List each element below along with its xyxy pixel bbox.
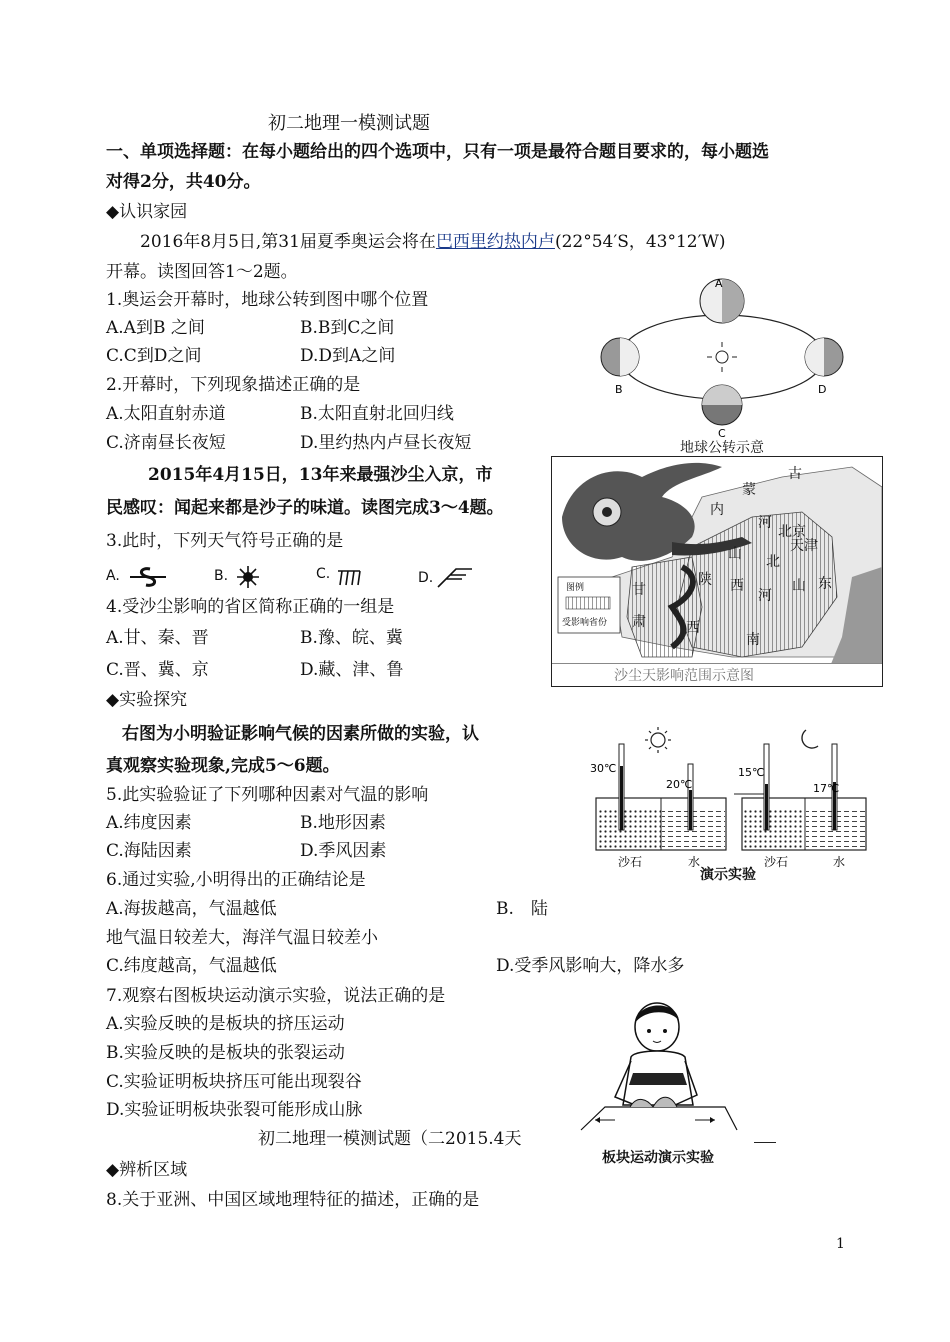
map-char-shaan: 陕 xyxy=(698,572,712,588)
q1-option-c[interactable]: C.C到D之间 xyxy=(106,346,202,366)
dust-map xyxy=(551,456,883,687)
label-water-left: 水 xyxy=(688,855,701,869)
q5-option-d[interactable]: D.季风因素 xyxy=(300,841,387,861)
q3-option-a[interactable]: A. xyxy=(106,568,120,584)
map-char-shan-dong: 山 xyxy=(792,578,806,594)
page-title: 初二地理一模测试题 xyxy=(268,113,430,134)
plate-caption: 板块运动演示实验 xyxy=(602,1150,714,1166)
section-heading-line2: 对得2分，共40分。 xyxy=(106,172,261,192)
part-heading-region: ◆辨析区域 xyxy=(106,1160,188,1180)
orbit-label-a: A xyxy=(715,277,723,290)
part-heading-experiment: ◆实验探究 xyxy=(106,690,188,710)
intro-dust-line2: 民感叹：闻起来都是沙子的味道。读图完成3～4题。 xyxy=(106,498,504,518)
legend-title: 图例 xyxy=(566,583,585,593)
q4-option-a[interactable]: A.甘、秦、晋 xyxy=(106,628,209,648)
sandstorm-symbol-icon xyxy=(128,565,168,589)
label-water-right: 水 xyxy=(833,855,846,869)
orbit-figure xyxy=(595,275,855,455)
dust-map-caption: 沙尘天影响范围示意图 xyxy=(614,668,754,684)
q4-stem: 4.受沙尘影响的省区简称正确的一组是 xyxy=(106,597,395,617)
sunny-symbol-icon xyxy=(234,565,264,589)
temp-water-night: 17℃ xyxy=(813,782,840,795)
rain-symbol-icon xyxy=(334,565,370,589)
q7-option-a[interactable]: A.实验反映的是板块的挤压运动 xyxy=(106,1014,345,1034)
q8-stem: 8.关于亚洲、中国区域地理特征的描述，正确的是 xyxy=(106,1190,480,1210)
q2-option-a[interactable]: A.太阳直射赤道 xyxy=(106,404,226,424)
q1-stem: 1.奥运会开幕时，地球公转到图中哪个位置 xyxy=(106,290,429,310)
rio-link[interactable]: 巴西里约热内卢 xyxy=(435,232,555,252)
q5-option-c[interactable]: C.海陆因素 xyxy=(106,841,192,861)
map-char-gan: 甘 xyxy=(632,582,646,598)
q4-option-b[interactable]: B.豫、皖、冀 xyxy=(300,628,403,648)
map-char-gu: 古 xyxy=(788,466,802,482)
plate-experiment-figure xyxy=(575,995,745,1140)
q6-option-b-start[interactable]: B. 陆 xyxy=(496,899,548,919)
q3-option-d[interactable]: D. xyxy=(418,570,434,586)
map-char-dong: 东 xyxy=(818,576,832,592)
label-sand-right: 沙石 xyxy=(764,855,789,869)
orbit-label-b: B xyxy=(615,383,623,396)
wind-symbol-icon xyxy=(436,565,476,591)
map-char-nei: 内 xyxy=(710,502,724,518)
q7-option-d[interactable]: D.实验证明板块张裂可能形成山脉 xyxy=(106,1100,363,1120)
section-heading-line1: 一、单项选择题：在每小题给出的四个选项中，只有一项是最符合题目要求的，每小题选 xyxy=(106,142,769,162)
q6-stem: 6.通过实验,小明得出的正确结论是 xyxy=(106,870,366,890)
q2-option-b[interactable]: B.太阳直射北回归线 xyxy=(300,404,454,424)
intro-experiment-line2: 真观察实验现象,完成5～6题。 xyxy=(106,756,340,776)
footer-rule xyxy=(754,1142,776,1143)
intro-olympics-line2: 开幕。读图回答1～2题。 xyxy=(106,262,298,282)
map-char-he: 河 xyxy=(758,515,772,531)
legend-item: 受影响省份 xyxy=(562,618,608,628)
q2-option-d[interactable]: D.里约热内卢昼长夜短 xyxy=(300,433,472,453)
sun-icon xyxy=(645,727,671,753)
label-sand-left: 沙石 xyxy=(618,855,643,869)
q1-option-a[interactable]: A.A到B 之间 xyxy=(106,318,205,338)
q2-stem: 2.开幕时，下列现象描述正确的是 xyxy=(106,375,361,395)
q4-option-c[interactable]: C.晋、冀、京 xyxy=(106,660,209,680)
q7-option-b[interactable]: B.实验反映的是板块的张裂运动 xyxy=(106,1043,345,1063)
q6-option-b-cont: 地气温日较差大，海洋气温日较差小 xyxy=(106,928,378,948)
intro-experiment-line1: 右图为小明验证影响气候的因素所做的实验，认 xyxy=(122,724,479,744)
intro-olympics-post: (22°54′S，43°12′W) xyxy=(554,232,726,252)
q4-option-d[interactable]: D.藏、津、鲁 xyxy=(300,660,404,680)
sun-icon xyxy=(716,351,728,363)
map-char-xi2: 西 xyxy=(686,620,700,636)
map-char-beijing: 北京 xyxy=(778,524,806,540)
map-char-xi: 西 xyxy=(730,578,744,594)
dust-map-drawing xyxy=(552,457,882,686)
q7-stem: 7.观察右图板块运动演示实验，说法正确的是 xyxy=(106,986,446,1006)
q6-option-c[interactable]: C.纬度越高，气温越低 xyxy=(106,956,277,976)
q7-option-c[interactable]: C.实验证明板块挤压可能出现裂谷 xyxy=(106,1072,362,1092)
q5-stem: 5.此实验验证了下列哪种因素对气温的影响 xyxy=(106,785,429,805)
temp-sand-night: 15℃ xyxy=(738,766,765,779)
intro-dust-line1: 2015年4月15日，13年来最强沙尘入京，市 xyxy=(148,465,493,485)
moon-icon xyxy=(802,730,818,748)
q6-option-a[interactable]: A.海拔越高，气温越低 xyxy=(106,899,277,919)
map-char-bei: 北 xyxy=(766,554,780,570)
temp-water-day: 20℃ xyxy=(666,778,693,791)
map-char-he2: 河 xyxy=(758,588,772,604)
q5-option-b[interactable]: B.地形因素 xyxy=(300,813,386,833)
q2-option-c[interactable]: C.济南昼长夜短 xyxy=(106,433,226,453)
map-char-meng: 蒙 xyxy=(742,482,756,498)
q3-option-c[interactable]: C. xyxy=(316,566,331,582)
intro-olympics xyxy=(140,232,726,252)
page-number: 1 xyxy=(836,1236,845,1252)
map-char-tianjin: 天津 xyxy=(790,538,818,554)
q5-option-a[interactable]: A.纬度因素 xyxy=(106,813,192,833)
q3-options xyxy=(106,563,486,593)
repeated-header: 初二地理一模测试题（二2015.4天 xyxy=(258,1129,522,1149)
experiment-figure xyxy=(588,724,870,874)
q3-option-b[interactable]: B. xyxy=(214,568,229,584)
q1-option-d[interactable]: D.D到A之间 xyxy=(300,346,396,366)
map-char-shan: 山 xyxy=(728,546,742,562)
map-char-su: 肃 xyxy=(632,614,646,630)
q1-option-b[interactable]: B.B到C之间 xyxy=(300,318,395,338)
intro-olympics-pre: 2016年8月5日,第31届夏季奥运会将在 xyxy=(140,232,436,252)
orbit-label-c: C xyxy=(718,427,726,440)
part-heading-home: ◆认识家园 xyxy=(106,202,188,222)
orbit-label-d: D xyxy=(818,383,827,396)
q3-stem: 3.此时，下列天气符号正确的是 xyxy=(106,531,344,551)
experiment-caption: 演示实验 xyxy=(700,867,756,883)
orbit-caption: 地球公转示意 xyxy=(680,440,764,456)
q6-option-d[interactable]: D.受季风影响大，降水多 xyxy=(496,956,685,976)
map-char-nan: 南 xyxy=(746,632,760,648)
temp-sand-day: 30℃ xyxy=(590,762,617,775)
